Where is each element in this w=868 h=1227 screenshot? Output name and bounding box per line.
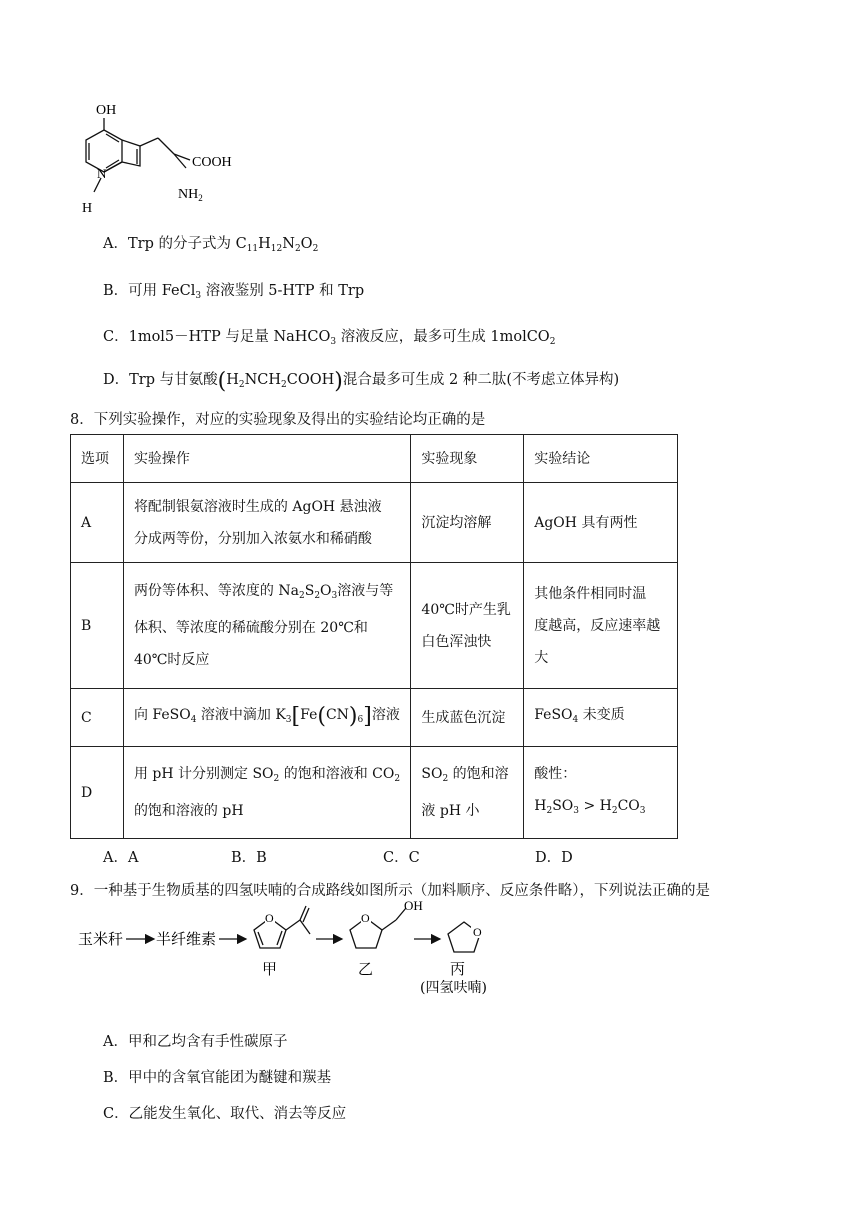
row-d-conc-gt: > H bbox=[579, 798, 612, 814]
yi-o-label: O bbox=[361, 911, 370, 925]
nh2-label bbox=[178, 187, 203, 203]
row-d-conc-so: SO bbox=[552, 798, 574, 814]
q8-answer-d: D．D bbox=[535, 850, 573, 866]
header-operation: 实验操作 bbox=[123, 435, 410, 483]
q9-option-b: B．甲中的含氧官能团为醚键和羰基 bbox=[103, 1070, 332, 1086]
q7-b-pre: B．可用 FeCl bbox=[103, 283, 196, 299]
row-b-op-pre: 两份等体积、等浓度的 Na bbox=[133, 583, 299, 599]
row-d-op-mid: 的饱和溶液和 CO bbox=[279, 766, 395, 782]
q9-option-a: A．甲和乙均含有手性碳原子 bbox=[103, 1034, 288, 1050]
label-bing: 丙 bbox=[450, 960, 466, 978]
row-b-op-post: 溶液与等 bbox=[337, 583, 394, 599]
q7-d-pre: D．Trp 与甘氨酸 bbox=[103, 372, 218, 388]
row-c-op-cn: CN bbox=[325, 707, 349, 723]
row-d-op-line1: 用 pH 计分别测定 $SO_2$ 的饱和溶液和 $CO_2$ bbox=[133, 766, 401, 784]
row-c-op-mid: 溶液中滴加 K bbox=[196, 707, 286, 723]
row-c-option: C bbox=[71, 689, 124, 747]
f-n: N bbox=[282, 236, 295, 252]
cooh-label: COOH bbox=[192, 155, 232, 170]
q9-stem: 9．一种基于生物质基的四氢呋喃的合成路线如图所示（加料顺序、反应条件略），下列说法正确的是 bbox=[70, 883, 710, 899]
row-d-option: D bbox=[71, 747, 124, 839]
oh-label: OH bbox=[96, 103, 117, 118]
q8-answer-c: C．C bbox=[383, 850, 420, 866]
f-h-sub: 12 bbox=[270, 244, 283, 254]
bing-o-label: O bbox=[473, 925, 482, 939]
row-b-op-line3: 40℃时反应 bbox=[133, 652, 210, 668]
row-b-phen-line1: 40℃时产生乳 bbox=[421, 601, 511, 618]
row-b-phenomenon bbox=[411, 563, 524, 689]
jia-o-label: O bbox=[265, 911, 274, 925]
row-b-conc-line3: 大 bbox=[534, 649, 549, 666]
q7-d-sub: 2 bbox=[238, 380, 245, 390]
q7-c-sub: 3 bbox=[330, 337, 337, 347]
row-b-conc-line1: 其他条件相同时温 bbox=[534, 585, 647, 602]
header-conclusion: 实验结论 bbox=[524, 435, 678, 483]
row-c-op-pre: 向 FeSO bbox=[133, 707, 191, 723]
q7-a-text: A．Trp 的分子式为 bbox=[103, 236, 236, 252]
f-n-sub: 2 bbox=[294, 244, 301, 254]
row-a-conclusion: AgOH 具有两性 bbox=[524, 483, 678, 563]
row-b-phen-line2: 白色浑浊快 bbox=[421, 633, 492, 650]
row-c-conc-pre: FeSO bbox=[534, 707, 573, 723]
row-d-phen-pre: SO bbox=[421, 766, 443, 782]
q8-answer-a: A．A bbox=[103, 850, 139, 866]
row-b-op-line1: 两份等体积、等浓度的 $Na_2S_2O_3$溶液与等 bbox=[133, 583, 394, 601]
row-d-conc-co: CO bbox=[617, 798, 640, 814]
q7-option-c bbox=[103, 325, 555, 347]
row-d-conc-line2: $H_2SO_3 > H_2CO_3$ bbox=[534, 798, 646, 816]
f-c: C bbox=[235, 236, 247, 252]
row-d-conclusion bbox=[524, 747, 678, 839]
table-row-a bbox=[71, 483, 678, 563]
yi-oh-label: OH bbox=[404, 900, 423, 913]
paren-open: ( bbox=[217, 369, 227, 394]
row-d-phen-post: 的饱和溶 bbox=[448, 766, 509, 782]
label-jia: 甲 bbox=[262, 960, 278, 978]
f-o-sub: 2 bbox=[312, 244, 319, 254]
q7-d-nch: NCH bbox=[244, 372, 282, 388]
nh-sub: 2 bbox=[198, 193, 203, 203]
q7-option-b bbox=[103, 279, 364, 301]
q7-c-mid: 溶液反应，最多可生成 1molCO bbox=[336, 329, 550, 345]
q7-option-a bbox=[103, 232, 318, 254]
h-label: H bbox=[82, 201, 93, 216]
row-c-conclusion: FeSO$_4$ 未变质 bbox=[524, 689, 678, 747]
row-d-phen-line2: 液 pH 小 bbox=[421, 803, 480, 819]
table-row-b bbox=[71, 563, 678, 689]
row-b-conc-line2: 度越高，反应速率越 bbox=[534, 617, 661, 634]
synthesis-route-diagram bbox=[74, 900, 534, 1000]
table-row-c bbox=[71, 689, 678, 747]
row-c-phenomenon: 生成蓝色沉淀 bbox=[411, 689, 524, 747]
f-h: H bbox=[258, 236, 271, 252]
header-phenomenon: 实验现象 bbox=[411, 435, 524, 483]
row-d-operation bbox=[123, 747, 410, 839]
row-a-op-line2: 分成两等份，分别加入浓氨水和稀硝酸 bbox=[133, 530, 372, 547]
row-c-op-fe: Fe bbox=[300, 707, 318, 723]
q7-d-cooh: COOH bbox=[286, 372, 335, 388]
q8-answer-b: B．B bbox=[231, 850, 267, 866]
trp-structure-diagram bbox=[66, 100, 266, 225]
q8-table bbox=[70, 434, 678, 839]
q8-stem: 8．下列实验操作，对应的实验现象及得出的实验结论均正确的是 bbox=[70, 412, 486, 428]
paren-close: ) bbox=[334, 369, 343, 394]
row-c-operation: 向 FeSO$_4$ 溶液中滴加 $K_3[Fe(CN)_6]$溶液 bbox=[123, 689, 410, 747]
row-b-conclusion bbox=[524, 563, 678, 689]
row-a-phenomenon: 沉淀均溶解 bbox=[411, 483, 524, 563]
start-material: 玉米秆 bbox=[78, 930, 124, 948]
q9-option-c: C．乙能发生氧化、取代、消去等反应 bbox=[103, 1106, 347, 1122]
q7-c-pre: C．1mol5－HTP 与足量 NaHCO bbox=[103, 329, 331, 345]
row-d-phenomenon bbox=[411, 747, 524, 839]
q7-b-sub: 3 bbox=[195, 291, 202, 301]
table-row-d bbox=[71, 747, 678, 839]
f-c-sub: 11 bbox=[246, 244, 259, 254]
row-b-option: B bbox=[71, 563, 124, 689]
row-c-conc-post: 未变质 bbox=[578, 707, 625, 723]
q7-c-sub2: 2 bbox=[549, 337, 556, 347]
row-c-op-post: 溶液 bbox=[371, 707, 400, 723]
row-d-conc-line1: 酸性： bbox=[534, 766, 577, 782]
f-o: O bbox=[300, 236, 313, 252]
table-header-row bbox=[71, 435, 678, 483]
row-d-op-line2: 的饱和溶液的 pH bbox=[133, 803, 244, 819]
header-option: 选项 bbox=[71, 435, 124, 483]
row-b-op-line2: 体积、等浓度的稀硫酸分别在 20℃和 bbox=[133, 620, 368, 636]
q7-d-post: 混合最多可生成 2 种二肽(不考虑立体异构) bbox=[342, 372, 620, 388]
q7-b-post: 溶液鉴别 5-HTP 和 Trp bbox=[201, 283, 365, 299]
q7-d-sub2: 2 bbox=[281, 380, 287, 390]
mid-material: 半纤维素 bbox=[156, 930, 217, 948]
row-a-operation bbox=[123, 483, 410, 563]
row-a-option: A bbox=[71, 483, 124, 563]
label-bing-name: (四氢呋喃) bbox=[420, 980, 487, 996]
row-b-operation bbox=[123, 563, 410, 689]
n-label: N bbox=[97, 166, 107, 181]
label-yi: 乙 bbox=[358, 960, 374, 978]
trp-formula bbox=[236, 236, 319, 252]
nh-text: NH bbox=[178, 187, 199, 202]
row-d-phen-line1: $SO_2$ 的饱和溶 bbox=[421, 766, 509, 784]
row-d-conc-h: H bbox=[534, 798, 547, 814]
q7-d-h: H bbox=[226, 372, 239, 388]
q7-option-d bbox=[103, 368, 619, 394]
row-d-op-pre: 用 pH 计分别测定 SO bbox=[133, 766, 274, 782]
row-a-op-line1: 将配制银氨溶液时生成的 AgOH 悬浊液 bbox=[133, 498, 382, 515]
